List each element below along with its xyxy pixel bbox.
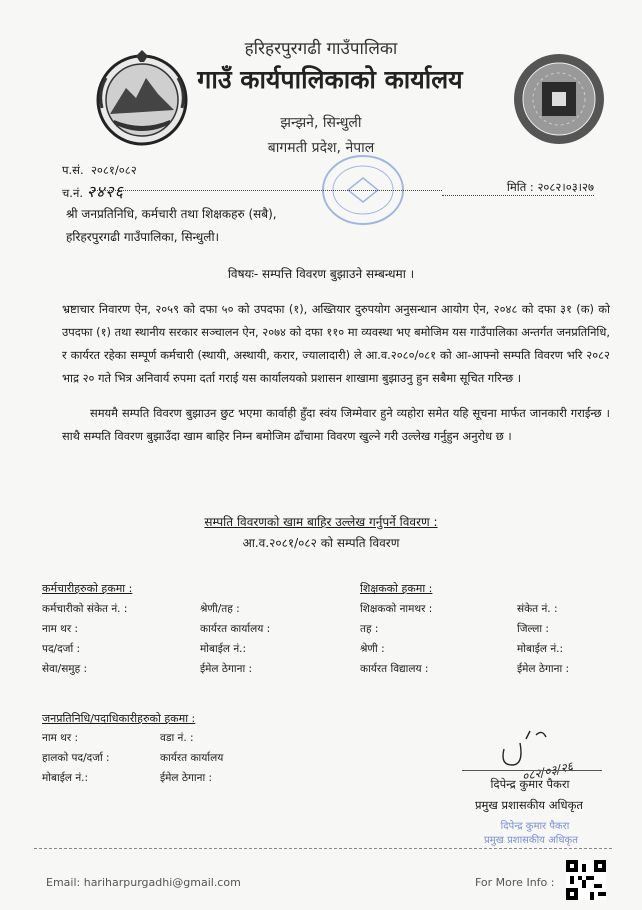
addressee-line-1: श्री जनप्रतिनिधि, कर्मचारी तथा शिक्षकहरु (सबै), — [66, 207, 277, 221]
letter-number: प.सं. २०८१/०८२ — [62, 163, 137, 177]
teacher-field: संकेत नं. : — [517, 603, 558, 615]
municipality-name: हरिहरपुरगढी गाउँपालिका — [244, 39, 398, 59]
office-location: झन्झने, सिन्धुली — [280, 115, 362, 131]
rep-field: कार्यरत कार्यालय — [160, 752, 224, 764]
handwritten-signature — [490, 725, 600, 785]
staff-field: नाम थर : — [42, 623, 79, 635]
staff-field: कर्मचारीको संकेत नं. : — [42, 603, 128, 615]
teacher-field: शिक्षकको नामथर : — [360, 603, 433, 615]
teacher-field: मोबाईल नं.: — [517, 643, 564, 655]
staff-field: मोबाईल नं.: — [200, 643, 247, 655]
footer-more-info: For More Info : — [475, 876, 555, 889]
rep-field: हालको पद/दर्जा : — [42, 752, 110, 764]
municipality-seal-icon — [512, 52, 606, 146]
dispatch-number: च.नं. २४२६ — [62, 182, 124, 201]
reference-divider — [92, 190, 442, 191]
teacher-field: कार्यरत विद्यालय : — [360, 663, 429, 675]
rep-heading: जनप्रतिनिधि/पदाधिकारीहरुको हकमा : — [42, 712, 196, 725]
office-name: गाउँ कार्यपालिकाको कार्यालय — [197, 65, 463, 94]
body-paragraph-2: समयमै सम्पति विवरण बुझाउन छुट भएमा कार्वाही हुँदा स्वंय जिम्मेवार हुने व्यहोरा समेत यहि सूचना मार्फत जानकारी गराईन्छ । साथै सम्पति विवरण बुझाउँदा खाम बाहिर निम्न बमोजिम ढाँचामा विवरण खुल्ने गरी उल्लेख गर्नुहुन अनुरोध छ । — [62, 406, 610, 443]
svg-text:०८२/०३/२६: ०८२/०३/२६ — [520, 759, 575, 784]
signatory-title: प्रमुख प्रशासकीय अधिकृत — [475, 798, 583, 812]
qr-code-icon — [566, 860, 606, 900]
teacher-field: श्रेणी : — [360, 643, 385, 655]
rep-field: मोबाईल नं.: — [42, 772, 89, 784]
office-province: बागमती प्रदेश, नेपाल — [267, 140, 375, 156]
rep-field: वडा नं. : — [160, 732, 194, 744]
envelope-section-title: सम्पति विवरणको खाम बाहिर उल्लेख गर्नुपर्ने विवरण : — [204, 515, 438, 529]
body-paragraph-1: भ्रष्टाचार निवारण ऐन, २०५९ को दफा ५० को उपदफा (१), अख्तियार दुरुपयोग अनुसन्धान आयोग ऐन, २०४८ को दफा ३१ (क) को उपदफा (१) तथा स्थानीय सरकार सञ्चालन ऐन, २०७४ को दफा ११० मा व्यवस्था भए बमोजिम यस गाउँपालिका अन्तर्गत जनप्रतिनिधि, र कार्यरत रहेका सम्पूर्ण कर्मचारी (स्थायी, अस्थायी, करार, ज्यालादारी) ले आ.व.२०८०/०८१ को आ-आफ्नो सम्पति विवरण भरि २०८२ भाद्र २० गते भित्र अनिवार्य रुपमा दर्ता गराई यस कार्यालयको प्रशासन शाखामा बुझाउनु हुन सबैमा सूचित गरिन्छ । — [62, 302, 610, 385]
footer-divider — [34, 848, 612, 849]
staff-field: कार्यरत कार्यालय : — [200, 623, 271, 635]
teacher-field: ईमेल ठेगाना : — [517, 663, 570, 675]
teacher-field: तह : — [360, 623, 379, 635]
addressee-line-2: हरिहरपुरगढी गाउँपालिका, सिन्धुली। — [66, 230, 220, 244]
staff-heading: कर्मचारीहरुको हकमा : — [42, 582, 133, 595]
stamp-name: दिपेन्द्र कुमार पैकरा — [500, 821, 570, 832]
subject-line: विषयः- सम्पत्ति विवरण बुझाउने सम्बन्धमा । — [227, 267, 415, 281]
rep-field: ईमेल ठेगाना : — [160, 772, 213, 784]
staff-field: ईमेल ठेगाना : — [200, 663, 253, 675]
signatory-name: दिपेन्द्र कुमार पैकरा — [490, 777, 570, 791]
staff-field: श्रेणी/तह : — [200, 603, 240, 615]
staff-field: सेवा/समुह : — [42, 663, 88, 675]
envelope-section-subtitle: आ.व.२०८१/०८२ को सम्पति विवरण — [242, 536, 400, 550]
staff-field: पद/दर्जा : — [42, 643, 81, 655]
letter-date: मिति : २०८२।०३।२७ — [442, 180, 594, 196]
stamp-title: प्रमुख प्रशासकीय अधिकृत — [484, 835, 578, 846]
footer-email: Email: hariharpurgadhi@gmail.com — [46, 876, 241, 889]
teacher-heading: शिक्षकको हकमा : — [360, 582, 433, 595]
rep-field: नाम थर : — [42, 732, 79, 744]
teacher-field: जिल्ला : — [517, 623, 549, 635]
signature-line — [462, 770, 602, 771]
